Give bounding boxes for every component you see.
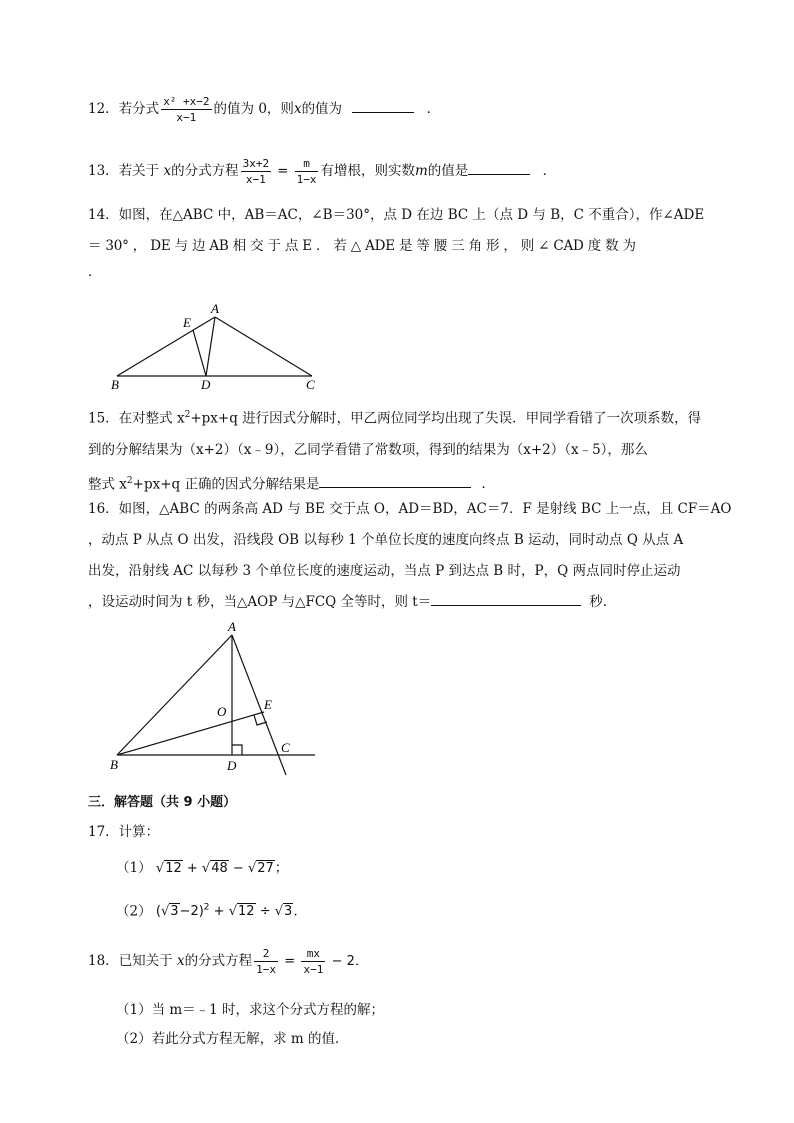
label-o: O (217, 704, 227, 719)
question-17-part-2: （2） $(√3-2)^2 + √12 \div √3$. (116, 893, 736, 927)
answer-blank[interactable] (319, 475, 471, 488)
question-18-part-1: （1）当 m＝﹣1 时，求这个分式方程的解； (116, 1002, 385, 1018)
label-a: A (228, 619, 236, 634)
question-number: 12． (88, 101, 119, 117)
fraction: $\frac{\text{x² +x−2}}{x-1}$ (163, 95, 210, 124)
answer-blank[interactable] (352, 100, 414, 113)
sqrt: √12 (228, 904, 255, 920)
question-12: 12．若分式 $\frac{\text{x² +x−2}}{x-1}$ 的值为 0，则x的值为 ． (88, 95, 441, 124)
sqrt: √12 (155, 861, 182, 876)
sqrt: √48 (201, 861, 228, 876)
answer-blank[interactable] (468, 162, 530, 175)
triangle-figure-16 (100, 615, 330, 780)
sqrt: √27 (247, 861, 274, 876)
question-17: 17．计算： (88, 824, 160, 840)
sqrt: √3 (160, 904, 179, 920)
question-16: 16．如图，△ABC 的两条高 AD 与 BE 交于点 O，AD＝BD，AC＝7．F 是射线 BC 上一点，且 CF＝AO ，动点 P 从点 O 出发，沿线段 OB 以每秒 1 个单位长度的速度向终点 B 运动，同时动点 Q 从点 A 出发，沿射线 AC 以每秒 3 个单位长度的速度运动，当点 P 到达点 B 时，P，Q 两点同时停止运动 ，设运动时间为 t 秒，当△AOP 与△FCQ 全等时，则 t＝ 秒． (88, 501, 732, 610)
question-18: 18．已知关于 x的分式方程 $\frac{2}{1-x}$ = $\frac{mx}{x-1}$ − 2． (88, 947, 368, 976)
label-c: C (281, 740, 290, 755)
fraction: $\frac{m}{1-x}$ (296, 157, 317, 186)
question-15: 15．在对整式 $x^2+px+q$ 进行因式分解时，甲乙两位同学均出现了失误．甲同学看错了一次项系数，得 到的分解结果为（x+2）（x﹣9），乙同学看错了常数项，得到的结果为（x+2）（x﹣5），那么 整式 $x^2+px+q$ 正确的因式分解结果是 ． (88, 410, 702, 492)
fraction: $\frac{2}{1-x}$ (256, 947, 276, 976)
label-e: E (183, 315, 191, 330)
label-b: B (111, 377, 119, 392)
section-heading: 三．解答题（共 9 小题） (88, 795, 237, 810)
fraction: $\frac{mx}{x-1}$ (303, 947, 324, 976)
question-14: 14．如图，在△ABC 中，AB＝AC，∠B＝30°，点 D 在边 BC 上（点 D 与 B，C 不重合），作∠ADE ＝ 30° ， DE 与 边 AB 相 交 于 点 E ． 若 △ ADE 是 等 腰 三 角 形 ， 则 ∠ CAD 度 数 为 ． (88, 207, 705, 280)
question-18-part-2: （2）若此分式方程无解，求 m 的值． (116, 1031, 349, 1047)
sqrt: √3 (274, 904, 293, 920)
label-e: E (264, 697, 272, 712)
question-17-part-1: （1） √12 + √48 − √27； (116, 853, 736, 884)
triangle-figure-14 (100, 296, 340, 396)
label-a: A (211, 301, 219, 316)
label-d: D (227, 758, 237, 773)
label-c: C (306, 377, 315, 392)
label-d: D (201, 377, 211, 392)
label-b: B (110, 757, 118, 772)
fraction: $\frac{3x+2}{x-1}$ (242, 157, 270, 186)
question-13: 13．若关于 x的分式方程 $\frac{3x+2}{x-1}$ = $\frac{m}{1-x}$ 有增根，则实数m的值是 ． (88, 157, 557, 186)
answer-blank[interactable] (431, 593, 581, 606)
